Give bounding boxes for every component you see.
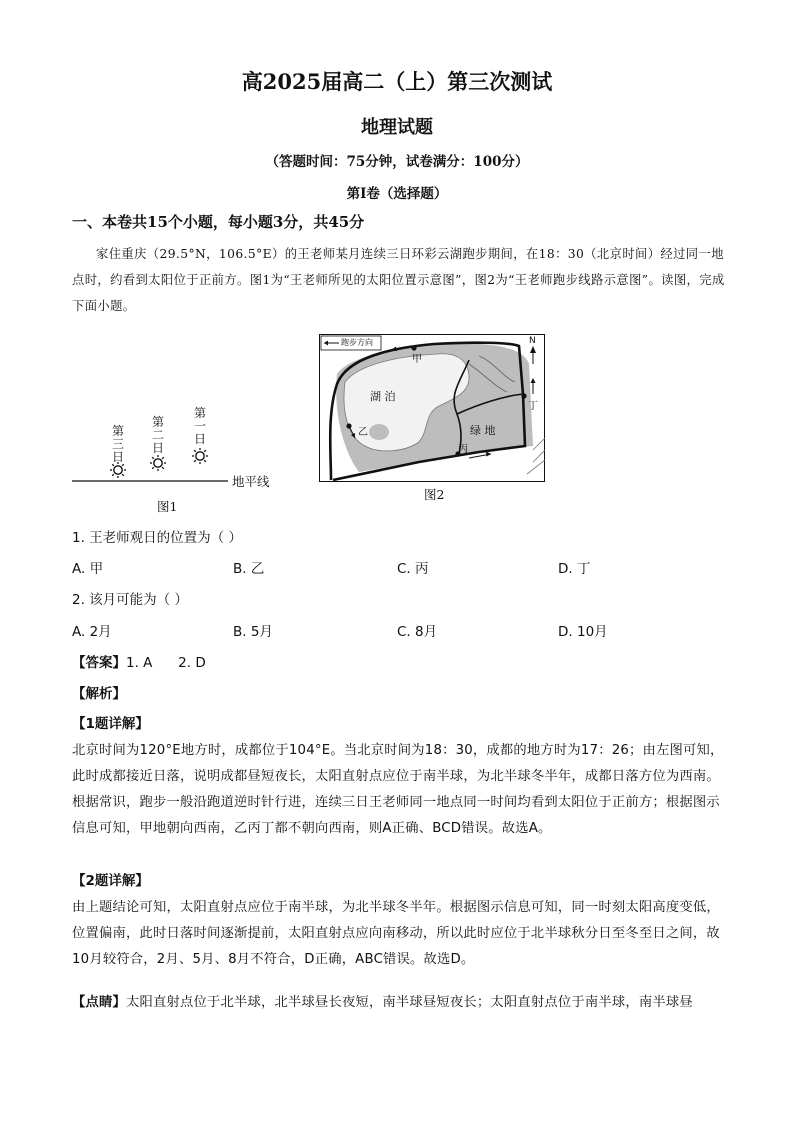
- answer-text: 1. A 2. D: [126, 655, 206, 671]
- north-label: N: [529, 336, 536, 346]
- answer-line: [72, 651, 206, 671]
- sun-icon-day3: [110, 462, 126, 478]
- highlight-line: [72, 990, 724, 1016]
- question-1-option-a[interactable]: A. 甲: [72, 561, 104, 577]
- sun-icon-day1: [192, 448, 208, 464]
- figure-2-legend: 跑步方向: [341, 338, 373, 347]
- subject-title: 地理试题: [361, 117, 433, 138]
- figure-2: [319, 334, 545, 482]
- question-intro: 家住重庆（29.5°N，106.5°E）的王老师某月连续三日环彩云湖跑步期间，在18：30（北京时间）经过同一地点时，约看到太阳位于正前方。图1为“王老师所见的太阳位置示意图”，图2为“王老师跑步线路示意图”。读图，完成下面小题。: [72, 247, 725, 313]
- point-label-ding: 丁: [528, 401, 538, 412]
- question-2-option-c[interactable]: C. 8月: [397, 624, 438, 640]
- point-label-jia: 甲: [412, 354, 422, 365]
- question-2-stem: 2. 该月可能为（ ）: [72, 592, 188, 608]
- detail-2-text: 由上题结论可知，太阳直射点应位于南半球，为北半球冬半年。根据图示信息可知，同一时刻太阳高度变低，位置偏南，此时日落时间逐渐提前，太阳直射点应向南移动，所以此时应位于北半球秋分日至冬至日之间，故10月较符合，2月、5月、8月不符合，D正确，ABC错误。故选D。: [72, 900, 720, 967]
- horizon-label: 地平线: [232, 474, 270, 489]
- analysis-tag: 【解析】: [72, 686, 126, 702]
- question-1-option-c[interactable]: C. 丙: [397, 561, 429, 577]
- question-1-option-b[interactable]: B. 乙: [233, 561, 265, 577]
- question-1-stem: 1. 王老师观日的位置为（ ）: [72, 530, 242, 546]
- exam-title: 高2025届高二（上）第三次测试: [241, 69, 553, 94]
- point-ding: [521, 393, 526, 398]
- exam-info: （答题时间：75分钟，试卷满分：100分）: [265, 154, 529, 170]
- point-label-yi: 乙: [358, 427, 368, 438]
- detail-1-text: 北京时间为120°E地方时，成都位于104°E。当北京时间为18：30，成都的地方时为17：26；由左图可知，此时成都接近日落，说明成都昼短夜长，太阳直射点应位于南半球，为北半球冬半年，成都日落方位为西南。根据常识，跑步一般沿跑道逆时针行进，连续三日王老师同一地点同一时间均看到太阳位于正前方；根据图示信息可知，甲地朝向西南，乙丙丁都不朝向西南，则A正确、BCD错误。故选A。: [72, 743, 724, 836]
- figure-1-caption: 图1: [157, 499, 178, 514]
- question-1-option-d[interactable]: D. 丁: [558, 561, 591, 577]
- point-yi: [346, 423, 351, 428]
- figure-2-map: [319, 334, 545, 482]
- answer-tag: 【答案】: [72, 655, 126, 671]
- figure-2-caption: 图2: [424, 487, 445, 502]
- question-2-option-a[interactable]: A. 2月: [72, 624, 112, 640]
- day-label-3: 第三日: [112, 424, 125, 464]
- section-heading: 一、本卷共15个小题，每小题3分，共45分: [72, 213, 365, 231]
- highlight-text: 太阳直射点位于北半球，北半球昼长夜短，南半球昼短夜长；太阳直射点位于南半球，南半球昼: [126, 995, 693, 1010]
- day-label-1: 第一日: [194, 406, 207, 446]
- highlight-tag: 【点睛】: [72, 995, 126, 1010]
- detail-1-tag: 【1题详解】: [72, 716, 149, 732]
- day-label-2: 第二日: [152, 415, 165, 455]
- figure-1: [70, 395, 290, 515]
- question-2-option-d[interactable]: D. 10月: [558, 624, 608, 640]
- lake-label: 湖 泊: [370, 390, 396, 403]
- point-label-bing: 丙: [458, 444, 468, 455]
- volume-title: 第Ⅰ卷（选择题）: [346, 186, 448, 202]
- green-label: 绿 地: [470, 424, 496, 437]
- sun-icon-day2: [150, 455, 166, 471]
- question-2-option-b[interactable]: B. 5月: [233, 624, 273, 640]
- detail-2-tag: 【2题详解】: [72, 873, 149, 889]
